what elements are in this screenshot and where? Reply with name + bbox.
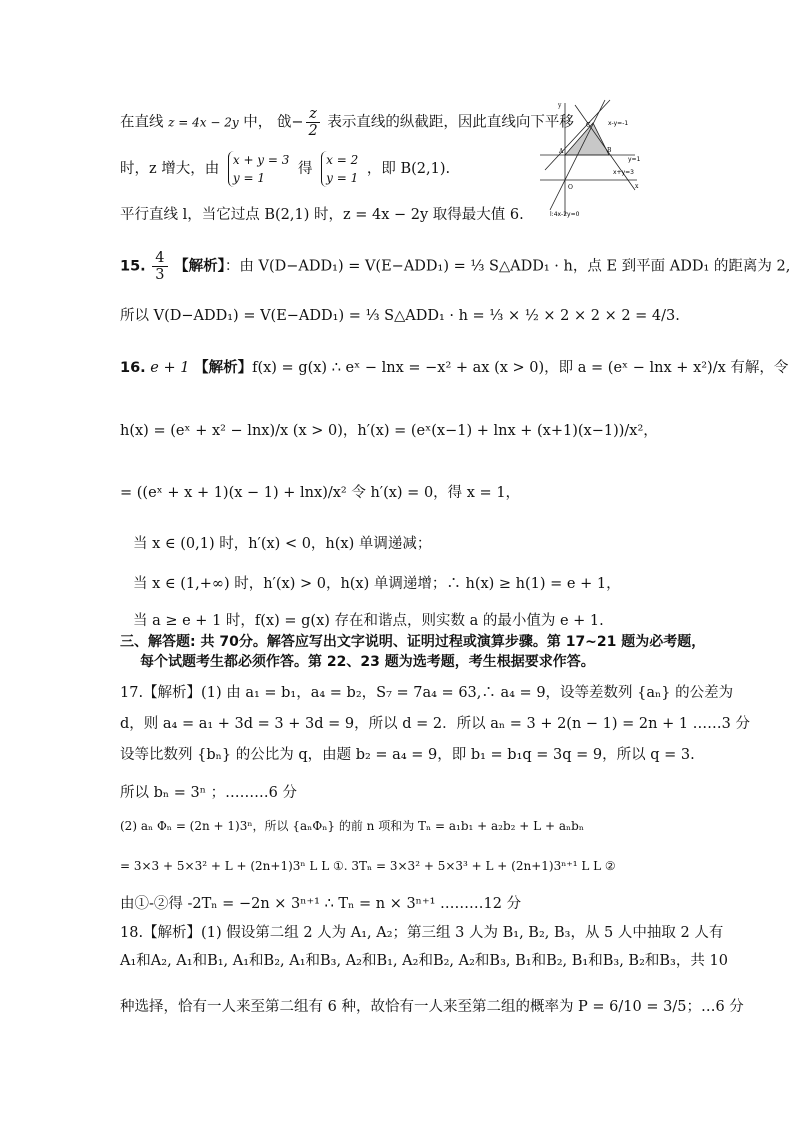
label: O [568, 184, 573, 191]
fraction [306, 106, 321, 139]
eq: x = 2 [326, 153, 359, 167]
text: ：由 V(D−ADD₁) = V(E−ADD₁) = ⅓ S△ADD₁ · h，点 E 到平面 ADD₁ 的距离为 2, [224, 258, 791, 275]
q16-line-2: h(x) = (eˣ + x² − lnx)/x (x > 0)，h′(x) = (eˣ(x−1) + lnx + (x+1)(x−1))/x²， [120, 423, 658, 439]
text: 时，z 增大，由 [120, 161, 220, 177]
analysis-tag: 【解析】 [194, 360, 253, 376]
q17-line-6: = 3×3 + 5×3² + L + (2n+1)3ⁿ L L ①. 3Tₙ = 3×3² + 5×3³ + L + (2n+1)3ⁿ⁺¹ L L ② [120, 859, 616, 873]
q16-line-4: 当 x ∈ (0,1) 时，h′(x) < 0，h(x) 单调递减； [133, 536, 432, 552]
text: ，即 B(2,1). [366, 161, 451, 177]
eq: y = 1 [232, 171, 265, 185]
q16-line-1 [120, 357, 789, 379]
equation: z = 4x − 2y [168, 115, 239, 130]
label: x+y=3 [613, 169, 634, 176]
para-line-3: 平行直线 l，当它过点 B(2,1) 时，z = 4x − 2y 取得最大值 6. [120, 207, 524, 223]
section-heading-line-2: 每个试题考生都必须作答。第 22、23 题为选考题，考生根据要求作答。 [140, 654, 595, 670]
q18-line-1: 18.【解析】(1) 假设第二组 2 人为 A₁, A₂；第三组 3 人为 B₁, B₂, B₃，从 5 人中抽取 2 人有 [120, 925, 724, 941]
label: l:4x-2y=0 [550, 211, 580, 218]
label: x [635, 183, 639, 190]
q17-line-4: 所以 bₙ = 3ⁿ ；………6 分 [120, 785, 297, 801]
frac-den: 3 [155, 267, 165, 283]
q17-line-2: d，则 a₄ = a₁ + 3d = 3 + 3d = 9，所以 d = 2．所以 aₙ = 3 + 2(n − 1) = 2n + 1 ……3 分 [120, 716, 751, 732]
q17-line-7: 由①-②得 -2Tₙ = −2n × 3ⁿ⁺¹ ∴ Tₙ = n × 3ⁿ⁺¹ ………12 分 [120, 896, 522, 912]
q17-line-5: (2) aₙ Φₙ = (2n + 1)3ⁿ，所以 {aₙΦₙ} 的前 n 项和为 Tₙ = a₁b₁ + a₂b₂ + L + aₙbₙ [120, 819, 585, 833]
label: A [559, 148, 564, 155]
label: y [558, 102, 562, 109]
frac-num: 4 [152, 250, 167, 267]
answer: e + 1 [150, 360, 190, 376]
para-line-1: 在直线 z = 4x − 2y 中， 戗− $\frac{z}{2}$ 表示直线的纵截距，因此直线向下平移 [120, 106, 574, 139]
answer-fraction [152, 250, 167, 283]
text: 表示直线的纵截距，因此直线向下平移 [327, 114, 574, 131]
eq: x + y = 3 [232, 153, 290, 167]
coordinate-figure [535, 95, 645, 220]
label: x-y=-1 [608, 120, 629, 127]
eq: y = 1 [326, 171, 359, 185]
q15-line-2: 所以 V(D−ADD₁) = V(E−ADD₁) = ⅓ S△ADD₁ · h = ⅓ × ½ × 2 × 2 × 2 = 4/3. [120, 308, 680, 324]
line-x-minus-y [545, 100, 610, 170]
analysis-tag: 【解析】 [174, 258, 225, 275]
q16-line-5: 当 x ∈ (1,+∞) 时，h′(x) > 0，h(x) 单调递增；∴ h(x) ≥ h(1) = e + 1， [133, 576, 621, 592]
text: 得 [298, 161, 313, 177]
q18-line-2: A₁和A₂, A₁和B₁, A₁和B₂, A₁和B₃, A₂和B₁, A₂和B₂, A₂和B₃, B₁和B₂, B₁和B₃, B₂和B₃，共 10 [120, 953, 728, 969]
frac-den: 2 [308, 123, 318, 139]
q18-line-3: 种选择，恰有一人来至第二组有 6 种，故恰有一人来至第二组的概率为 P = 6/10 = 3/5；…6 分 [120, 999, 744, 1015]
q16-line-3: = ((eˣ + x + 1)(x − 1) + lnx)/x² 令 h′(x) = 0，得 x = 1， [120, 485, 521, 501]
text: 中， [243, 114, 273, 131]
section-heading-line-1: 三、解答题: 共 70分。解答应写出文字说明、证明过程或演算步骤。第 17~21 题为必考题， [120, 634, 706, 650]
label: C [586, 122, 591, 129]
label: y=1 [628, 156, 641, 163]
frac-num: z [306, 106, 320, 123]
q15-line-1 [120, 250, 791, 283]
question-number: 15. [120, 258, 146, 275]
q17-line-1: 17.【解析】(1) 由 a₁ = b₁，a₄ = b₂，S₇ = 7a₄ = 63,∴ a₄ = 9，设等差数列 {aₙ} 的公差为 [120, 685, 734, 701]
label: B [607, 147, 612, 154]
equation-system-2 [321, 151, 358, 187]
q16-line-6: 当 a ≥ e + 1 时，f(x) = g(x) 存在和谐点，则实数 a 的最小值为 e + 1. [133, 613, 604, 629]
q17-line-3: 设等比数列 {bₙ} 的公比为 q，由题 b₂ = a₄ = 9，即 b₁ = b₁q = 3q = 9，所以 q = 3. [120, 747, 695, 763]
text: 在直线 [120, 114, 164, 131]
question-number: 16. [120, 360, 146, 376]
equation-system-1 [228, 151, 290, 187]
text: f(x) = g(x) ∴ eˣ − lnx = −x² + ax (x > 0)，即 a = (eˣ − lnx + x²)/x 有解，令 [252, 360, 789, 376]
